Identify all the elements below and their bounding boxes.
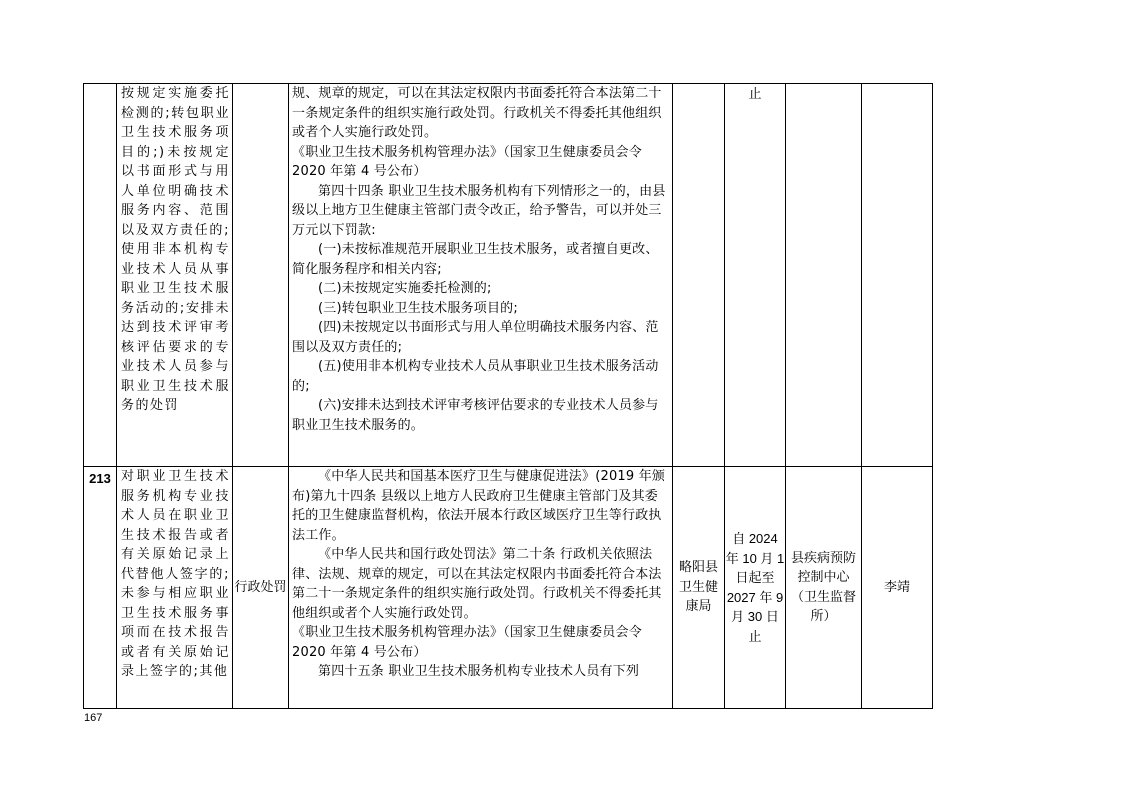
basis-paragraph: 《职业卫生技术服务机构管理办法》（国家卫生健康委员会令 2020 年第 4 号公布） <box>292 144 642 179</box>
basis-paragraph: 规、规章的规定，可以在其法定权限内书面委托符合本法第二十一条规定条件的组织实施行政处罚。行政机关不得委托其他组织或者个人实施行政处罚。 <box>292 86 662 140</box>
legal-basis <box>289 467 673 709</box>
basis-paragraph: (二)未按规定实施委托检测的; <box>318 281 492 296</box>
implementing-org <box>673 84 725 467</box>
basis-paragraph: (三)转包职业卫生技术服务项目的; <box>318 300 518 316</box>
implementing-org: 略阳县卫生健康局 <box>673 467 725 709</box>
basis-paragraph: (六)安排未达到技术评审考核评估要求的专业技术人员参与职业卫生技术服务的。 <box>292 398 659 433</box>
delegation-period: 自 2024 年 10 月 1 日起至 2027 年 9 月 30 日止 <box>725 467 786 709</box>
page-number: 167 <box>84 712 103 724</box>
authority-table <box>83 83 933 709</box>
legal-basis <box>289 84 673 467</box>
delegated-dept <box>786 84 862 467</box>
basis-paragraph: (一)未按标准规范开展职业卫生技术服务，或者擅自更改、简化服务程序和相关内容; <box>292 242 659 277</box>
table-row <box>84 84 933 467</box>
basis-paragraph: 《职业卫生技术服务机构管理办法》（国家卫生健康委员会令 2020 年第 4 号公布） <box>292 625 642 660</box>
table-row <box>84 467 933 709</box>
contact-person <box>862 84 933 467</box>
item-name: 对职业卫生技术服务机构专业技术人员在职业卫生技术报告或者有关原始记录上代替他人签字的;未参与相应职业卫生技术服务事项而在技术报告或者有关原始记录上签字的;其他 <box>117 467 233 709</box>
row-number: 213 <box>84 467 117 709</box>
item-type <box>233 84 289 467</box>
contact-person: 李靖 <box>862 467 933 709</box>
basis-paragraph: (四)未按规定以书面形式与用人单位明确技术服务内容、范围以及双方责任的; <box>292 320 659 355</box>
item-name: 按规定实施委托检测的;转包职业卫生技术服务项目的;)未按规定以书面形式与用人单位明确技术服务内容、范围以及双方责任的;使用非本机构专业技术人员从事职业卫生技术服务活动的;安排未达到技术评审考核评估要求的专业技术人员参与职业卫生技术服务的处罚 <box>117 84 233 467</box>
delegation-period: 止 <box>725 84 786 467</box>
basis-paragraph: 《中华人民共和国行政处罚法》第二十条 行政机关依照法律、法规、规章的规定，可以在其法定权限内书面委托符合本法第二十一条规定条件的组织实施行政处罚。行政机关不得委托其他组织或者个人实施行政处罚。 <box>292 547 662 621</box>
row-number <box>84 84 117 467</box>
basis-paragraph: 第四十五条 职业卫生技术服务机构专业技术人员有下列 <box>318 664 640 679</box>
delegated-dept: 县疾病预防控制中心（卫生监督所） <box>786 467 862 709</box>
item-type: 行政处罚 <box>233 467 289 709</box>
basis-paragraph: (五)使用非本机构专业技术人员从事职业卫生技术服务活动的; <box>292 359 659 394</box>
basis-paragraph: 《中华人民共和国基本医疗卫生与健康促进法》(2019 年颁布)第九十四条 县级以上地方人民政府卫生健康主管部门及其委托的卫生健康监督机构，依法开展本行政区域医疗卫生等行政执法工作。 <box>292 469 666 543</box>
basis-paragraph: 第四十四条 职业卫生技术服务机构有下列情形之一的，由县级以上地方卫生健康主管部门责令改正，给予警告，可以并处三万元以下罚款: <box>292 183 666 238</box>
